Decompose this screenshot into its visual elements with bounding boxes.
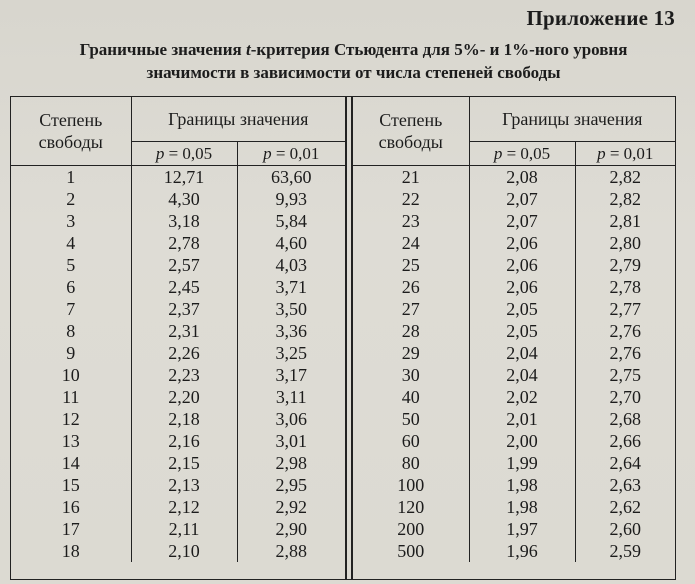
degrees-of-freedom-header [353,97,469,166]
p001-cell: 2,79 [609,255,641,275]
p001-cell: 2,68 [609,409,641,429]
table-row [11,254,345,276]
degrees-cell: 7 [11,298,131,320]
p005-header [131,142,237,166]
p001-cell: 5,84 [275,211,307,231]
p001-cell: 2,95 [275,475,307,495]
p005-cell: 1,98 [469,474,575,496]
p005-cell: 2,18 [131,408,237,430]
p005-header [469,142,575,166]
table-right-half [353,97,675,562]
p001-cell: 2,81 [609,211,641,231]
table-row [11,386,345,408]
degrees-cell: 28 [353,320,469,342]
degrees-cell: 15 [11,474,131,496]
table-row [353,540,675,562]
table-row [11,188,345,210]
p005-cell: 4,30 [131,188,237,210]
degrees-cell: 27 [353,298,469,320]
p005-cell: 2,31 [131,320,237,342]
degrees-cell: 60 [353,430,469,452]
p005-cell: 1,98 [469,496,575,518]
p005-cell: 1,97 [469,518,575,540]
p001-cell: 3,25 [275,343,307,363]
title-line-1-end: -критерия Стьюдента для 5%- и 1%-ного уровня [250,40,628,59]
degrees-header-line-2: свободы [378,132,443,152]
table-row [353,474,675,496]
p-symbol: p [493,143,503,163]
p001-cell: 3,50 [275,299,307,319]
table-left-half [11,97,345,562]
p001-cell: 2,70 [609,387,641,407]
table-row [11,298,345,320]
degrees-cell: 30 [353,364,469,386]
p005-cell: 2,06 [469,276,575,298]
table-row [353,342,675,364]
p005-value: = 0,05 [502,143,551,163]
degrees-cell: 10 [11,364,131,386]
table-row [353,452,675,474]
table-row [353,430,675,452]
table-row [353,210,675,232]
table-row [11,364,345,386]
p001-header [237,142,345,166]
table-row [11,342,345,364]
p005-cell: 2,23 [131,364,237,386]
degrees-cell: 16 [11,496,131,518]
p005-cell: 2,05 [469,320,575,342]
p001-cell: 3,36 [275,321,307,341]
p001-cell: 2,78 [609,277,641,297]
p001-cell: 2,63 [609,475,641,495]
table-row [11,166,345,189]
p001-cell: 2,90 [275,519,307,539]
degrees-cell: 29 [353,342,469,364]
degrees-cell: 5 [11,254,131,276]
p001-cell: 4,60 [275,233,307,253]
p005-cell: 2,00 [469,430,575,452]
title-line-1-start: Граничные значения [79,40,246,59]
title-t-symbol: t [245,40,251,59]
table-title [0,38,695,84]
degrees-cell: 12 [11,408,131,430]
p001-cell: 2,75 [609,365,641,385]
degrees-of-freedom-header [11,97,131,166]
t-distribution-table [10,96,676,580]
degrees-cell: 2 [11,188,131,210]
degrees-cell: 18 [11,540,131,562]
table-row [353,408,675,430]
p005-cell: 2,16 [131,430,237,452]
table-row [353,320,675,342]
degrees-cell: 500 [353,540,469,562]
table-row [11,496,345,518]
p005-cell: 2,08 [469,166,575,189]
degrees-cell: 24 [353,232,469,254]
p005-cell: 2,07 [469,188,575,210]
degrees-cell: 17 [11,518,131,540]
table-row [353,232,675,254]
degrees-header-line-1: Степень [379,110,443,130]
p001-cell: 3,06 [275,409,307,429]
p001-cell: 2,64 [609,453,641,473]
p001-cell: 2,82 [609,167,641,187]
degrees-cell: 200 [353,518,469,540]
degrees-cell: 8 [11,320,131,342]
appendix-label: Приложение 13 [526,6,675,30]
p005-cell: 2,20 [131,386,237,408]
p001-cell: 2,76 [609,321,641,341]
degrees-cell: 25 [353,254,469,276]
degrees-cell: 6 [11,276,131,298]
degrees-cell: 4 [11,232,131,254]
table-row [353,298,675,320]
table-row [11,408,345,430]
degrees-cell: 23 [353,210,469,232]
table-row [11,232,345,254]
p001-cell: 2,82 [609,189,641,209]
degrees-cell: 9 [11,342,131,364]
p005-cell: 2,04 [469,364,575,386]
degrees-cell: 50 [353,408,469,430]
table-row [353,188,675,210]
p001-cell: 2,88 [275,541,307,561]
p005-cell: 2,37 [131,298,237,320]
table-row [11,210,345,232]
p001-cell: 9,93 [275,189,307,209]
p001-value: = 0,01 [605,143,654,163]
title-line-2: значимости в зависимости от числа степеней свободы [146,63,561,82]
bounds-header: Границы значения [469,97,675,142]
degrees-cell: 13 [11,430,131,452]
p005-value: = 0,05 [164,143,213,163]
table-row [353,276,675,298]
p001-cell: 2,66 [609,431,641,451]
degrees-cell: 26 [353,276,469,298]
degrees-header-line-2: свободы [38,132,103,152]
bounds-header: Границы значения [131,97,345,142]
table-row [353,254,675,276]
degrees-cell: 3 [11,210,131,232]
p001-header [575,142,675,166]
p001-cell: 3,01 [275,431,307,451]
p001-cell: 4,03 [275,255,307,275]
p005-cell: 2,02 [469,386,575,408]
table-row [11,320,345,342]
p-symbol: p [263,143,272,163]
p001-cell: 2,62 [609,497,641,517]
p005-cell: 1,96 [469,540,575,562]
p005-cell: 2,13 [131,474,237,496]
table-row [11,518,345,540]
p001-cell: 63,60 [271,167,312,187]
p005-cell: 2,57 [131,254,237,276]
p005-cell: 12,71 [131,166,237,189]
table-right-body [353,166,675,563]
table-row [353,166,675,189]
p005-cell: 2,15 [131,452,237,474]
p001-cell: 3,11 [275,387,307,407]
table-row [11,430,345,452]
p001-cell: 2,59 [609,541,641,561]
degrees-cell: 1 [11,166,131,189]
p001-cell: 3,71 [275,277,307,297]
p001-cell: 2,77 [609,299,641,319]
p001-value: = 0,01 [271,143,320,163]
degrees-cell: 22 [353,188,469,210]
p005-cell: 2,12 [131,496,237,518]
p001-cell: 2,76 [609,343,641,363]
degrees-cell: 40 [353,386,469,408]
degrees-cell: 11 [11,386,131,408]
p005-cell: 3,18 [131,210,237,232]
degrees-cell: 80 [353,452,469,474]
degrees-cell: 21 [353,166,469,189]
table-row [353,496,675,518]
table-row [11,474,345,496]
table-left-body [11,166,345,563]
p005-cell: 2,06 [469,254,575,276]
degrees-cell: 100 [353,474,469,496]
p-symbol: p [597,143,606,163]
p005-cell: 2,05 [469,298,575,320]
table-row [11,276,345,298]
column-separator [345,97,347,579]
p005-cell: 2,01 [469,408,575,430]
p001-cell: 3,17 [275,365,307,385]
p005-cell: 2,06 [469,232,575,254]
p005-cell: 1,99 [469,452,575,474]
table-row [11,540,345,562]
title-line-1 [12,38,695,61]
p005-cell: 2,04 [469,342,575,364]
p001-cell: 2,60 [609,519,641,539]
p005-cell: 2,78 [131,232,237,254]
table-row [353,518,675,540]
p001-cell: 2,80 [609,233,641,253]
p001-cell: 2,98 [275,453,307,473]
p005-cell: 2,45 [131,276,237,298]
table-row [11,452,345,474]
table-row [353,386,675,408]
p005-cell: 2,26 [131,342,237,364]
table-row [353,364,675,386]
degrees-cell: 14 [11,452,131,474]
degrees-header-line-1: Степень [39,110,103,130]
degrees-cell: 120 [353,496,469,518]
p005-cell: 2,10 [131,540,237,562]
p001-cell: 2,92 [275,497,307,517]
p005-cell: 2,07 [469,210,575,232]
p005-cell: 2,11 [131,518,237,540]
p-symbol: p [155,143,165,163]
